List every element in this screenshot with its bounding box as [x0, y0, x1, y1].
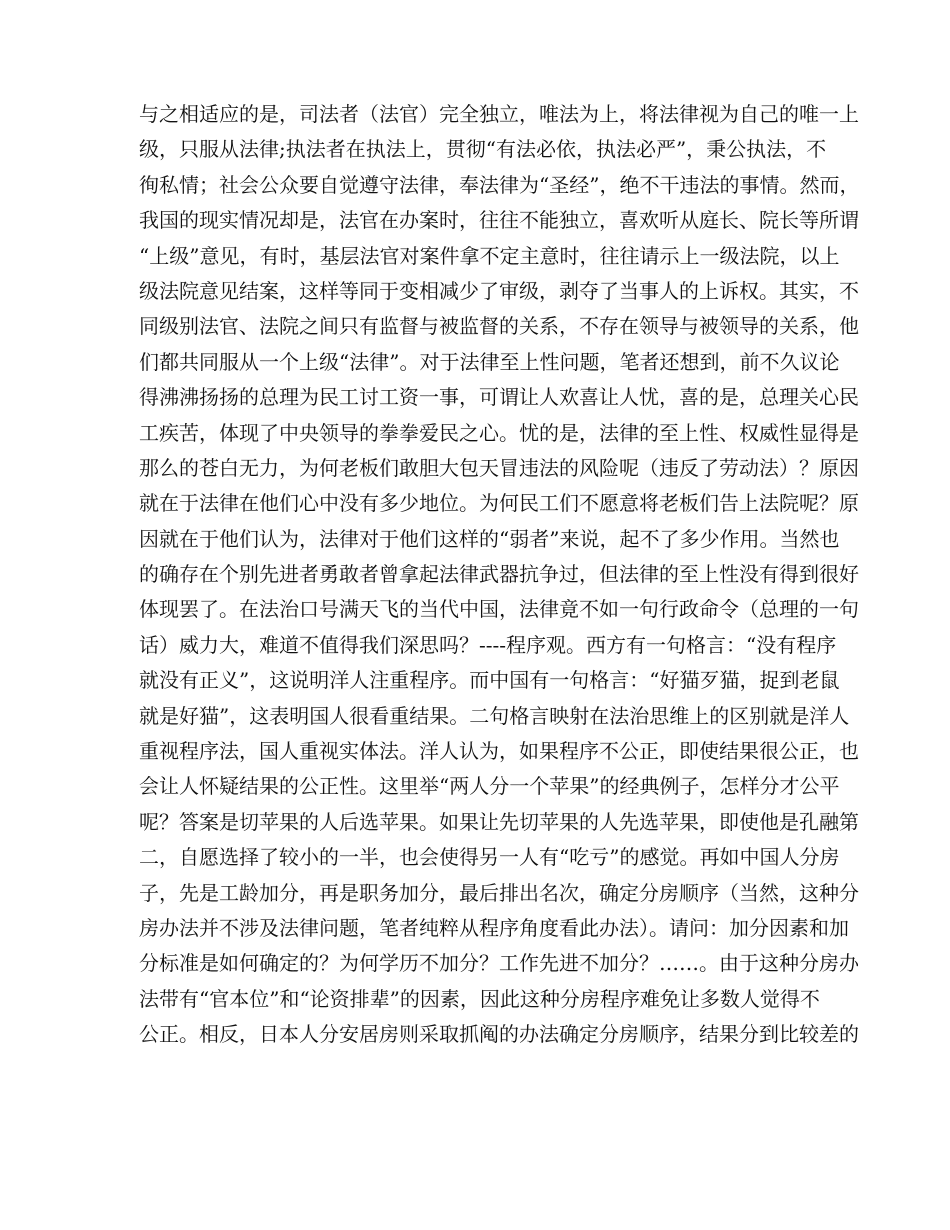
body-text — [139, 97, 860, 1053]
text-line: 重视程序法，国人重视实体法。洋人认为，如果程序不公正，即使结果很公正，也 — [139, 739, 859, 764]
text-line: 就是好猫”，这表明国人很看重结果。二句格言映射在法治思维上的区别就是洋人 — [139, 703, 850, 728]
text-line: 就没有正义”，这说明洋人注重程序。而中国有一句格言：“好猫歹猫，捉到老鼠 — [139, 668, 840, 693]
text-line: “上级”意见，有时，基层法官对案件拿不定主意时，往往请示上一级法院，以上 — [139, 243, 840, 268]
text-line: 同级别法官、法院之间只有监督与被监督的关系，不存在领导与被领导的关系，他 — [139, 314, 859, 339]
text-line: 话）威力大，难道不值得我们深思吗？----程序观。西方有一句格言：“没有程序 — [139, 632, 837, 657]
text-line: 房办法并不涉及法律问题，笔者纯粹从程序角度看此办法）。请问：加分因素和加 — [139, 915, 849, 940]
text-line: 公正。相反，日本人分安居房则采取抓阄的办法确定分房顺序，结果分到比较差的 — [139, 1022, 859, 1047]
text-line: 因就在于他们认为，法律对于他们这样的“弱者”来说，起不了多少作用。当然也 — [139, 526, 840, 551]
text-line: 体现罢了。在法治口号满天飞的当代中国，法律竟不如一句行政命令（总理的一句 — [139, 597, 859, 622]
text-line: 那么的苍白无力，为何老板们敢胆大包天冒违法的风险呢（违反了劳动法）？原因 — [139, 455, 859, 480]
text-line: 的确存在个别先进者勇敢者曾拿起法律武器抗争过，但法律的至上性没有得到很好 — [139, 562, 859, 587]
text-line: 子，先是工龄加分，再是职务加分，最后排出名次，确定分房顺序（当然，这种分 — [139, 880, 859, 905]
text-line: 徇私情；社会公众要自觉遵守法律，奉法律为“圣经”，绝不干违法的事情。然而， — [139, 172, 860, 197]
text-line: 我国的现实情况却是，法官在办案时，往往不能独立，喜欢听从庭长、院长等所谓 — [139, 208, 859, 233]
text-line: 与之相适应的是，司法者（法官）完全独立，唯法为上，将法律视为自己的唯一上 — [139, 102, 859, 126]
text-line: 法带有“官本位”和“论资排辈”的因素，因此这种分房程序难免让多数人觉得不 — [139, 986, 820, 1011]
text-line: 工疾苦，体现了中央领导的拳拳爱民之心。忧的是，法律的至上性、权威性显得是 — [139, 420, 859, 445]
text-line: 会让人怀疑结果的公正性。这里举“两人分一个苹果”的经典例子，怎样分才公平 — [139, 774, 840, 799]
text-line: 得沸沸扬扬的总理为民工讨工资一事，可谓让人欢喜让人忧，喜的是，总理关心民 — [139, 385, 859, 410]
text-line: 级，只服从法律;执法者在执法上，贯彻“有法必依，执法必严”，秉公执法，不 — [139, 137, 827, 162]
text-line: 就在于法律在他们心中没有多少地位。为何民工们不愿意将老板们告上法院呢？原 — [139, 491, 859, 516]
text-line: 分标准是如何确定的？为何学历不加分？工作先进不加分？……。由于这种分房办 — [139, 951, 859, 976]
text-line: 二，自愿选择了较小的一半，也会使得另一人有“吃亏”的感觉。再如中国人分房 — [139, 845, 840, 870]
text-line: 级法院意见结案，这样等同于变相减少了审级，剥夺了当事人的上诉权。其实，不 — [139, 278, 859, 303]
text-line: 呢？答案是切苹果的人后选苹果。如果让先切苹果的人先选苹果，即使他是孔融第 — [139, 809, 859, 834]
text-line: 们都共同服从一个上级“法律”。对于法律至上性问题，笔者还想到，前不久议论 — [139, 349, 840, 374]
